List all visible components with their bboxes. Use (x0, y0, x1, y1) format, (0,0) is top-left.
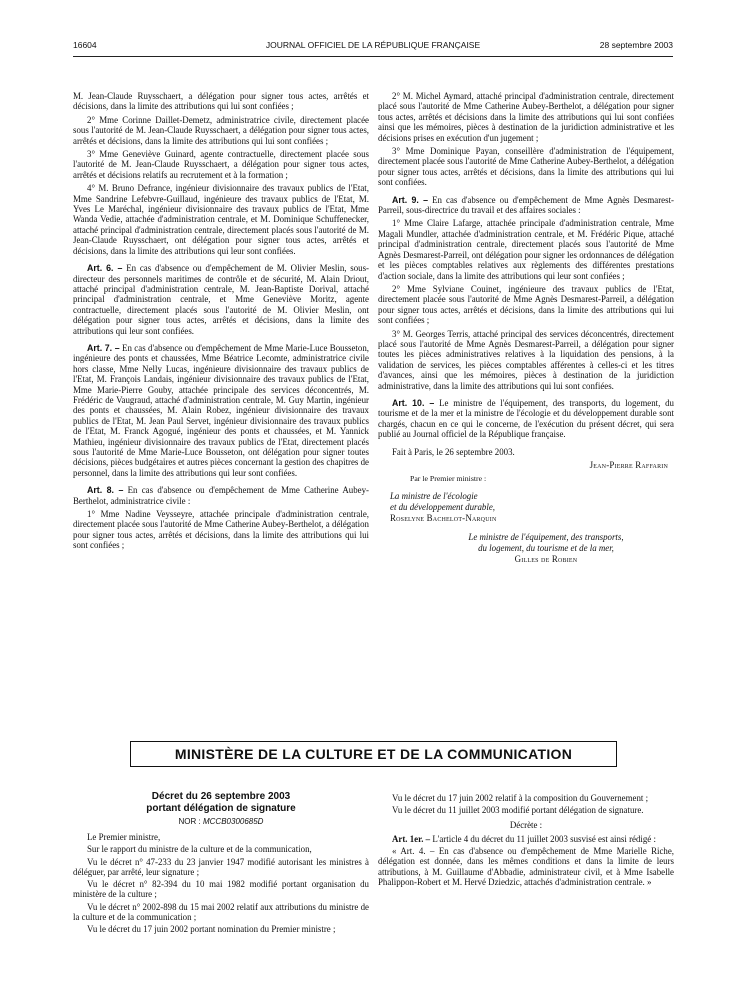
right-column (378, 91, 674, 568)
right_column-paragraph (378, 146, 674, 188)
decree-visa: Vu le décret du 17 juin 2002 relatif à la composition du Gouvernement ; (392, 793, 649, 803)
minister2-name: Gilles de Robien (514, 553, 578, 564)
paragraph-text: 2° Mme Corinne Daillet-Demetz, administratrice civile, directement placée sous l'autorité de M. Jean-Claude Ruysschaert, a délégation pour signer tous actes, arrêtés et décisions, dans la limite des attributions qui lui sont confiées ; (73, 114, 369, 146)
left_column-paragraph (73, 115, 369, 146)
minister1-name: Roselyne Bachelot-Narquin (390, 512, 497, 523)
minister1-title-line2: et du développement durable, (390, 501, 495, 512)
decree-visa: Vu le décret du 11 juillet 2003 modifié portant délégation de signature. (392, 805, 644, 816)
right_column-paragraph (378, 195, 674, 216)
article-label: Art. 10. – (392, 397, 435, 408)
decree-visa: Le Premier ministre, (87, 832, 161, 842)
left_column-paragraph (73, 343, 369, 478)
decree-visa: Vu le décret n° 2002-898 du 15 mai 2002 relatif aux attributions du ministre de la culture et de la communication ; (73, 901, 369, 923)
paragraph-text: 1° Mme Claire Lafarge, attachée principale d'administration centrale, Mme Magali Mundler, attachée d'administration centrale, et M. Frédéric Pique, attaché principal d'administration centrale, directement placés sous l'autorité de Mme Agnès Desmarest-Parreil, ont délégation pour signer les ordonnances de délégation et les pièces comptables relatives aux règlements des différentes prestations d'action sociale, dans la limite des attributions qui leur sont confiées ; (378, 218, 674, 281)
left_column-paragraph (73, 183, 369, 256)
pm-label: Par le Premier ministre : (410, 474, 487, 484)
nor-reference (73, 817, 369, 826)
left_column-paragraph (73, 149, 369, 180)
right_column-paragraph (378, 398, 674, 440)
paragraph-text: En cas d'absence ou d'empêchement de Mme Catherine Aubey-Berthelot, administratrice civile : (73, 485, 369, 506)
paragraph-text: 4° M. Bruno Defrance, ingénieur divisionnaire des travaux publics de l'Etat, Mme Sandrine Lefebvre-Guillaud, ingénieure des travaux publics de l'Etat, M. Yves Le Maréchal, ingénieur divisionnaire des travaux publics de l'Etat, Mme Wanda Vedie, attachée d'administration centrale, et M. Dominique Schuffenecker, attaché principal d'administration centrale, directement placés sous l'autorité de M. Jean-Claude Ruysschaert, ont délégation pour signer tous actes, arrêtés et décisions, dans la limite des attributions qui leur sont confiées. (73, 183, 369, 256)
nor-value: MCCB0300685D (202, 817, 264, 826)
decree-visa: Vu le décret n° 82-394 du 10 mai 1982 modifié portant organisation du ministère de la culture ; (73, 879, 369, 900)
article-label: Art. 8. – (87, 485, 124, 496)
paragraph-text: 3° Mme Dominique Payan, conseillère d'administration de l'équipement, directement placée sous l'autorité de Mme Catherine Aubey-Berthelot, a délégation pour signer tous actes, arrêtés et décisions, dans la limite des attributions qui lui sont confiées. (378, 146, 674, 188)
paragraph-text: 3° M. Georges Terris, attaché principal des services déconcentrés, directement placé sous l'autorité de Mme Agnès Desmarest-Parreil, a délégation pour signer toutes les pièces administratives relatives à la liquidation des pensions, à la validation de services, les pièces comptables afférentes à celles-ci et les titres d'avances, ainsi que les mémoires, pièces à destination de la juridiction administrative, dans la limite des attributions qui lui sont confiées. (378, 328, 674, 391)
header-rule (73, 56, 673, 57)
right_column-paragraph (378, 91, 674, 143)
left-column (73, 91, 369, 554)
decree-article-4-quote: « Art. 4. – En cas d'absence ou d'empêchement de Mme Marielle Riche, délégation est donnée, dans les mêmes conditions et dans la limite de leurs attributions, à M. Guillaume d'Abbadie, administrateur civil, et à Mme Isabelle Phalippon-Robert et M. Hervé Dziedzic, attachés d'administration centrale. » (378, 846, 674, 888)
paragraph-text: M. Jean-Claude Ruysschaert, a délégation pour signer tous actes, arrêtés et décisions, dans la limite des attributions qui lui sont confiées ; (73, 91, 369, 112)
page-number: 16604 (73, 40, 97, 50)
decree-article-1 (378, 834, 674, 844)
decree-article-1-text: L'article 4 du décret du 11 juillet 2003 susvisé est ainsi rédigé : (432, 833, 656, 844)
right_column-paragraph (378, 218, 674, 280)
paragraph-text: En cas d'absence ou d'empêchement de Mme Marie-Luce Bousseton, ingénieure des ponts et chaussées, Mme Béatrice Lecomte, administratrice civile hors classe, Mme Nelly Lucas, ingénieure divisionnaire des travaux publics de l'Etat, M. François Landais, ingénieur divisionnaire des travaux publics de l'Etat, Mme Marie-Pierre Gouby, attachée principale des services déconcentrés, M. Frédéric de Vaugraud, attaché d'administration centrale, M. Guy Martin, ingénieur des ponts et chaussées, M. Alain Robez, ingénieur divisionnaire des travaux publics de l'Etat, M. Jean Paul Servet, ingénieur divisionnaire des travaux publics de l'Etat, M. Franck Agogué, ingénieur des ponts et chaussées, et M. Yannick Mathieu, ingénieur divisionnaire des travaux publics de l'Etat, directement placés sous l'autorité de Mme Marie-Luce Bousseton, ont délégation pour signer toutes décisions, pièces budgétaires et autres pièces concernant la gestion des chapitres de personnel, dans la limite des attributions qui leur sont confiées. (73, 342, 369, 478)
decree-right-visas (378, 793, 674, 816)
article-label: Art. 9. – (392, 194, 428, 205)
decree-visa: Vu le décret du 17 juin 2002 portant nomination du Premier ministre ; (87, 924, 336, 935)
decree-article-1-label: Art. 1er. – (392, 833, 431, 844)
left_column-paragraph (73, 509, 369, 551)
page-header (73, 40, 673, 54)
decree-right-column (378, 793, 674, 889)
issue-date: 28 septembre 2003 (599, 40, 673, 50)
decree-visa: Sur le rapport du ministre de la culture et de la communication, (87, 844, 312, 855)
paragraph-text: 3° Mme Geneviève Guinard, agente contractuelle, directement placée sous l'autorité de M. Jean-Claude Ruysschaert, a délégation pour signer tous actes, arrêtés et décisions relatifs au recrutement et à la formation ; (73, 149, 369, 180)
decree-title-line2: portant délégation de signature (146, 802, 296, 814)
decree-title (73, 791, 369, 814)
signer-name: Jean-Pierre Raffarin (589, 460, 668, 470)
paragraph-text: 2° M. Michel Aymard, attaché principal d'administration centrale, directement placé sous l'autorité de Mme Catherine Aubey-Berthelot, a délégation pour signer tous actes, arrêtés et décisions dans la limite des attributions qui lui sont confiées ainsi que les mémoires, pièces à destination de la juridiction administrative et les décisions prises en exécution d'un jugement ; (378, 91, 674, 143)
decree-left-column (73, 832, 369, 937)
right_column-paragraph (378, 329, 674, 391)
paragraph-text: En cas d'absence ou d'empêchement de Mme Agnès Desmarest-Parreil, sous-directrice du travail et des affaires sociales : (378, 194, 674, 216)
paragraph-text: 1° Mme Nadine Veysseyre, attachée principale d'administration centrale, directement placée sous l'autorité de Mme Catherine Aubey-Berthelot, a délégation pour signer tous actes, arrêtés et décisions, dans la limite des attributions qui lui sont confiées ; (73, 509, 369, 551)
minister1-block (378, 491, 674, 524)
decrete-label: Décrète : (509, 819, 543, 830)
minister2-title-line2: du logement, du tourisme et de la mer, (478, 542, 614, 553)
paragraph-text: 2° Mme Sylviane Couinet, ingénieure des travaux publics de l'Etat, directement placée sous l'autorité de Mme Agnès Desmarest-Parreil, a délégation pour signer tous actes, arrêtés et décisions, dans la limite des attributions qui lui sont confiées ; (378, 283, 674, 326)
left_column-paragraph (73, 263, 369, 336)
place-date: Fait à Paris, le 26 septembre 2003. (392, 446, 515, 457)
decree-title-line1: Décret du 26 septembre 2003 (151, 791, 291, 802)
nor-label: NOR : (178, 817, 201, 826)
minister2-title-line1: Le ministre de l'équipement, des transports, (468, 531, 624, 542)
article-label: Art. 7. – (87, 342, 120, 353)
minister1-title-line1: La ministre de l'écologie (390, 490, 478, 501)
minister2-block (418, 532, 674, 565)
left_column-paragraph (73, 485, 369, 506)
left_column-paragraph (73, 91, 369, 112)
journal-title: JOURNAL OFFICIEL DE LA RÉPUBLIQUE FRANÇAISE (265, 40, 481, 50)
paragraph-text: En cas d'absence ou d'empêchement de M. Olivier Meslin, sous-directeur des personnels maritimes de contrôle et de sécurité, M. Alain Driout, attaché principal d'administration centrale, M. Jean-Baptiste Dorival, attaché principal d'administration centrale, et Mme Geneviève Moritz, agente contractuelle, directement placés sous l'autorité de M. Olivier Meslin, ont délégation pour signer tous actes, arrêtés et décisions, dans la limite des attributions qui leur sont confiées. (73, 263, 369, 336)
decree-visa: Vu le décret n° 47-233 du 23 janvier 1947 modifié autorisant les ministres à déléguer, par arrêté, leur signature ; (73, 856, 369, 877)
paragraph-text: Le ministre de l'équipement, des transports, du logement, du tourisme et de la mer et la ministre de l'écologie et du développement durable sont chargés, chacun en ce qui le concerne, de l'exécution du présent décret, qui sera publié au Journal officiel de la République française. (378, 397, 674, 440)
right-column-body (378, 91, 674, 440)
right_column-paragraph (378, 284, 674, 326)
ministry-banner: MINISTÈRE DE LA CULTURE ET DE LA COMMUNICATION (130, 741, 617, 767)
article-label: Art. 6. – (87, 263, 123, 274)
